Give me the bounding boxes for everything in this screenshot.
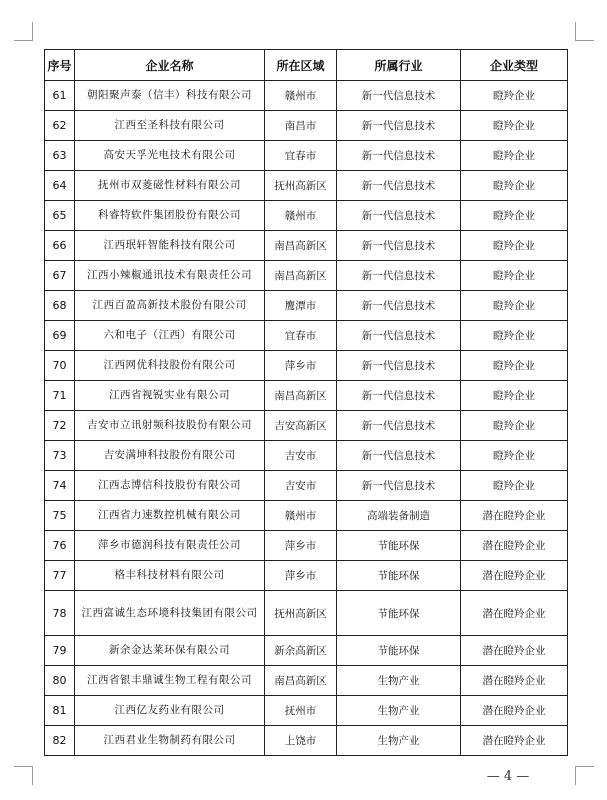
- table-row: [45, 321, 568, 351]
- header-no: 序号: [45, 50, 75, 81]
- cell-company-name: 科睿特软件集团股份有限公司: [75, 201, 265, 231]
- table-row: [45, 471, 568, 501]
- table-row: [45, 561, 568, 591]
- cell-no: 70: [45, 351, 75, 381]
- cell-no: 62: [45, 111, 75, 141]
- cell-region: 南昌高新区: [265, 381, 337, 411]
- cell-industry: 新一代信息技术: [337, 351, 461, 381]
- cell-industry: 新一代信息技术: [337, 81, 461, 111]
- cell-enterprise-type: 潜在瞪羚企业: [461, 501, 568, 531]
- cell-industry: 生物产业: [337, 666, 461, 696]
- cell-company-name: 吉安市立讯射频科技股份有限公司: [75, 411, 265, 441]
- cell-industry: 节能环保: [337, 591, 461, 636]
- table-row: [45, 726, 568, 756]
- cell-company-name: 江西至圣科技有限公司: [75, 111, 265, 141]
- table-row: [45, 501, 568, 531]
- cell-region: 吉安市: [265, 471, 337, 501]
- cell-region: 新余高新区: [265, 636, 337, 666]
- table-body: [45, 81, 568, 756]
- cell-enterprise-type: 潜在瞪羚企业: [461, 591, 568, 636]
- cell-enterprise-type: 瞪羚企业: [461, 291, 568, 321]
- table-row: [45, 696, 568, 726]
- cell-industry: 新一代信息技术: [337, 141, 461, 171]
- table-row: [45, 291, 568, 321]
- table-row: [45, 411, 568, 441]
- cell-no: 81: [45, 696, 75, 726]
- cell-company-name: 江西君业生物制药有限公司: [75, 726, 265, 756]
- cell-enterprise-type: 潜在瞪羚企业: [461, 726, 568, 756]
- table-row: [45, 81, 568, 111]
- cell-industry: 新一代信息技术: [337, 471, 461, 501]
- cell-company-name: 江西网优科技股份有限公司: [75, 351, 265, 381]
- cell-enterprise-type: 瞪羚企业: [461, 201, 568, 231]
- cell-company-name: 六和电子（江西）有限公司: [75, 321, 265, 351]
- cell-company-name: 江西省银丰鼎诚生物工程有限公司: [75, 666, 265, 696]
- cell-no: 72: [45, 411, 75, 441]
- cell-industry: 新一代信息技术: [337, 111, 461, 141]
- cell-region: 抚州高新区: [265, 171, 337, 201]
- table-row: [45, 666, 568, 696]
- cell-enterprise-type: 瞪羚企业: [461, 381, 568, 411]
- header-enterprise-type: 企业类型: [461, 50, 568, 81]
- cell-no: 75: [45, 501, 75, 531]
- header-region: 所在区域: [265, 50, 337, 81]
- table-header-row: [45, 50, 568, 81]
- cell-industry: 新一代信息技术: [337, 321, 461, 351]
- cell-industry: 生物产业: [337, 726, 461, 756]
- cell-enterprise-type: 瞪羚企业: [461, 231, 568, 261]
- cell-enterprise-type: 潜在瞪羚企业: [461, 666, 568, 696]
- cell-region: 南昌高新区: [265, 231, 337, 261]
- cell-region: 赣州市: [265, 501, 337, 531]
- table-row: [45, 531, 568, 561]
- cell-company-name: 抚州市双菱磁性材料有限公司: [75, 171, 265, 201]
- cell-company-name: 江西省视锐实业有限公司: [75, 381, 265, 411]
- cell-company-name: 萍乡市德润科技有限责任公司: [75, 531, 265, 561]
- cell-industry: 节能环保: [337, 531, 461, 561]
- table-row: [45, 171, 568, 201]
- cell-region: 上饶市: [265, 726, 337, 756]
- table-row: [45, 351, 568, 381]
- cell-region: 萍乡市: [265, 351, 337, 381]
- cell-region: 宜春市: [265, 321, 337, 351]
- cell-company-name: 江西省力速数控机械有限公司: [75, 501, 265, 531]
- header-industry: 所属行业: [337, 50, 461, 81]
- cell-no: 73: [45, 441, 75, 471]
- cell-region: 宜春市: [265, 141, 337, 171]
- table-row: [45, 111, 568, 141]
- cell-region: 萍乡市: [265, 561, 337, 591]
- cell-company-name: 朝阳聚声泰（信丰）科技有限公司: [75, 81, 265, 111]
- cell-company-name: 高安天孚光电技术有限公司: [75, 141, 265, 171]
- cell-company-name: 吉安满坤科技股份有限公司: [75, 441, 265, 471]
- cell-company-name: 江西亿友药业有限公司: [75, 696, 265, 726]
- cell-industry: 节能环保: [337, 636, 461, 666]
- cell-industry: 高端装备制造: [337, 501, 461, 531]
- table-row: [45, 141, 568, 171]
- table-row: [45, 261, 568, 291]
- cell-region: 赣州市: [265, 81, 337, 111]
- cell-industry: 新一代信息技术: [337, 381, 461, 411]
- cell-enterprise-type: 瞪羚企业: [461, 351, 568, 381]
- cell-no: 64: [45, 171, 75, 201]
- cell-industry: 新一代信息技术: [337, 291, 461, 321]
- cell-industry: 新一代信息技术: [337, 231, 461, 261]
- cell-enterprise-type: 瞪羚企业: [461, 141, 568, 171]
- cell-industry: 新一代信息技术: [337, 201, 461, 231]
- cell-region: 鹰潭市: [265, 291, 337, 321]
- cell-no: 68: [45, 291, 75, 321]
- cell-no: 63: [45, 141, 75, 171]
- cell-region: 抚州市: [265, 696, 337, 726]
- crop-mark-bottom-right: [575, 766, 594, 785]
- cell-region: 南昌高新区: [265, 666, 337, 696]
- cell-no: 71: [45, 381, 75, 411]
- cell-region: 萍乡市: [265, 531, 337, 561]
- crop-mark-top-left: [14, 22, 33, 41]
- cell-enterprise-type: 瞪羚企业: [461, 81, 568, 111]
- cell-no: 69: [45, 321, 75, 351]
- cell-no: 82: [45, 726, 75, 756]
- table-row: [45, 441, 568, 471]
- cell-company-name: 江西小辣椒通讯技术有限责任公司: [75, 261, 265, 291]
- cell-company-name: 格丰科技材料有限公司: [75, 561, 265, 591]
- cell-company-name: 江西珉轩智能科技有限公司: [75, 231, 265, 261]
- cell-enterprise-type: 瞪羚企业: [461, 111, 568, 141]
- cell-enterprise-type: 潜在瞪羚企业: [461, 696, 568, 726]
- cell-region: 吉安高新区: [265, 411, 337, 441]
- cell-no: 79: [45, 636, 75, 666]
- cell-industry: 生物产业: [337, 696, 461, 726]
- cell-industry: 节能环保: [337, 561, 461, 591]
- cell-enterprise-type: 瞪羚企业: [461, 411, 568, 441]
- cell-industry: 新一代信息技术: [337, 441, 461, 471]
- cell-region: 南昌市: [265, 111, 337, 141]
- cell-industry: 新一代信息技术: [337, 411, 461, 441]
- cell-company-name: 新余金达莱环保有限公司: [75, 636, 265, 666]
- cell-industry: 新一代信息技术: [337, 261, 461, 291]
- enterprise-table: [44, 49, 568, 756]
- cell-company-name: 江西百盈高新技术股份有限公司: [75, 291, 265, 321]
- page-number: — 4 —: [486, 769, 530, 784]
- cell-no: 80: [45, 666, 75, 696]
- table-row: [45, 231, 568, 261]
- cell-enterprise-type: 潜在瞪羚企业: [461, 561, 568, 591]
- cell-no: 66: [45, 231, 75, 261]
- crop-mark-bottom-left: [14, 766, 33, 785]
- table-row: [45, 591, 568, 636]
- table-row: [45, 636, 568, 666]
- cell-enterprise-type: 瞪羚企业: [461, 321, 568, 351]
- cell-enterprise-type: 瞪羚企业: [461, 441, 568, 471]
- crop-mark-top-right: [575, 22, 594, 41]
- cell-region: 赣州市: [265, 201, 337, 231]
- cell-enterprise-type: 瞪羚企业: [461, 171, 568, 201]
- header-company-name: 企业名称: [75, 50, 265, 81]
- cell-no: 74: [45, 471, 75, 501]
- cell-no: 67: [45, 261, 75, 291]
- cell-no: 77: [45, 561, 75, 591]
- cell-no: 78: [45, 591, 75, 636]
- cell-enterprise-type: 瞪羚企业: [461, 261, 568, 291]
- table-row: [45, 381, 568, 411]
- cell-no: 65: [45, 201, 75, 231]
- cell-region: 南昌高新区: [265, 261, 337, 291]
- cell-industry: 新一代信息技术: [337, 171, 461, 201]
- cell-company-name: 江西富诚生态环境科技集团有限公司: [75, 591, 265, 636]
- cell-enterprise-type: 瞪羚企业: [461, 471, 568, 501]
- cell-no: 61: [45, 81, 75, 111]
- cell-no: 76: [45, 531, 75, 561]
- table-row: [45, 201, 568, 231]
- cell-enterprise-type: 潜在瞪羚企业: [461, 636, 568, 666]
- cell-region: 吉安市: [265, 441, 337, 471]
- cell-region: 抚州高新区: [265, 591, 337, 636]
- cell-enterprise-type: 潜在瞪羚企业: [461, 531, 568, 561]
- cell-company-name: 江西志博信科技股份有限公司: [75, 471, 265, 501]
